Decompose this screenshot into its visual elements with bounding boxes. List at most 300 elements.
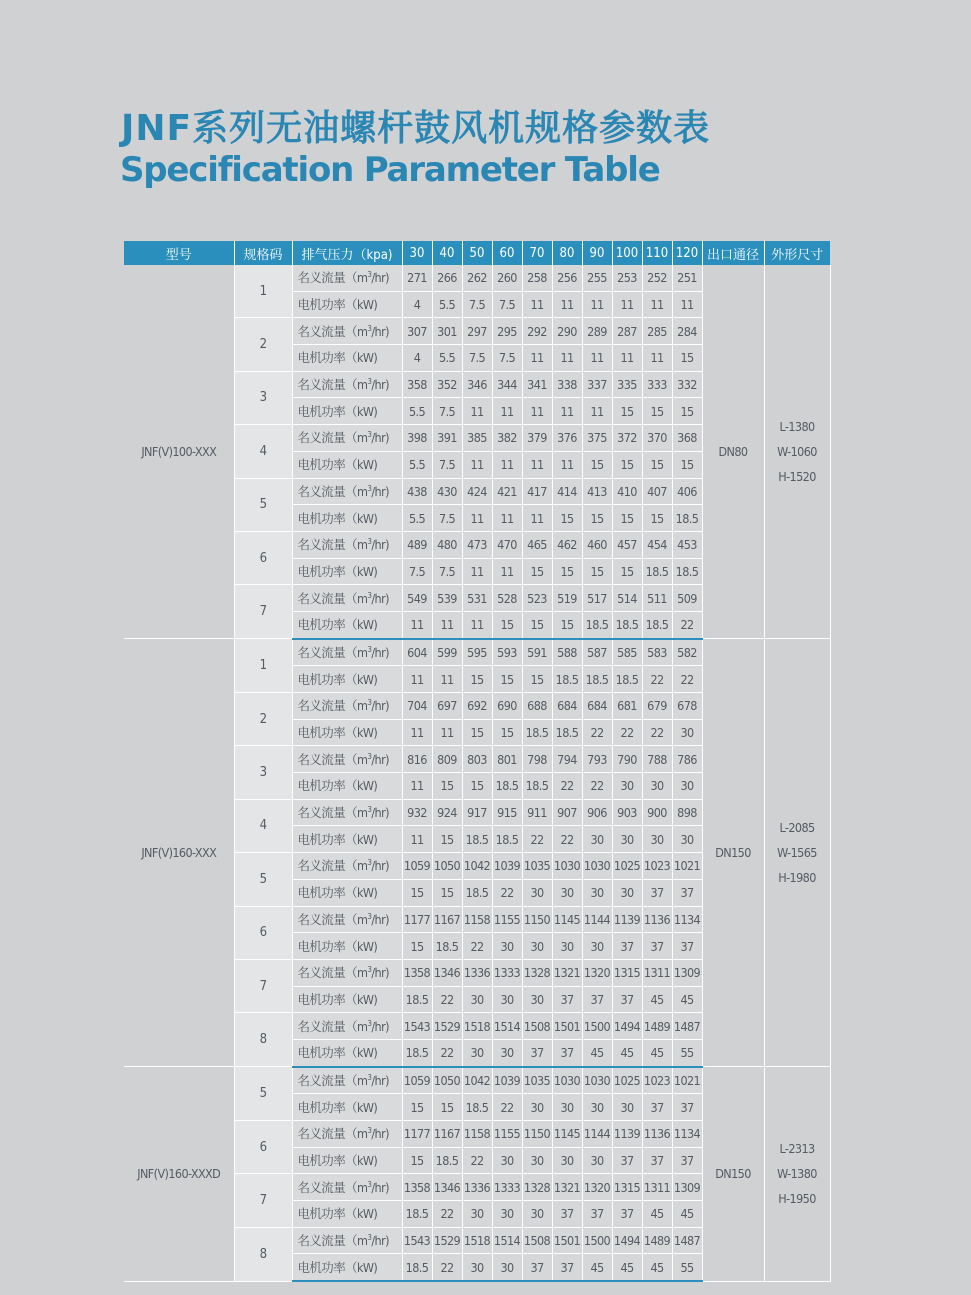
flow-label-suffix: /hr) <box>371 1179 389 1195</box>
outlet-cell: DN80 <box>702 265 764 639</box>
power-value: 30 <box>462 1201 492 1228</box>
power-value: 7.5 <box>432 505 462 532</box>
power-value: 55 <box>672 1254 702 1281</box>
flow-value: 256 <box>552 265 582 291</box>
flow-value: 1543 <box>402 1227 432 1254</box>
power-value: 18.5 <box>552 666 582 693</box>
spec-code-cell: 7 <box>234 585 292 639</box>
power-value: 11 <box>462 505 492 532</box>
flow-value: 690 <box>492 693 522 720</box>
flow-label-prefix: 名义流量（m <box>297 1072 368 1088</box>
flow-label-suffix: /hr) <box>371 911 389 927</box>
flow-value: 1328 <box>522 1174 552 1201</box>
flow-value: 410 <box>612 478 642 505</box>
flow-value: 251 <box>672 265 702 291</box>
power-label: 电机功率（kW) <box>292 1201 402 1228</box>
power-value: 15 <box>642 451 672 478</box>
power-value: 15 <box>462 773 492 800</box>
flow-value: 1167 <box>432 1121 462 1148</box>
flow-value: 462 <box>552 531 582 558</box>
header-outlet: 出口通径 <box>702 241 764 265</box>
power-value: 22 <box>492 879 522 906</box>
power-value: 15 <box>612 451 642 478</box>
power-value: 7.5 <box>432 451 462 478</box>
power-value: 37 <box>672 1094 702 1121</box>
flow-label-suffix: /hr) <box>371 323 389 339</box>
flow-label-prefix: 名义流量（m <box>297 590 368 606</box>
power-value: 30 <box>582 1094 612 1121</box>
flow-value: 1158 <box>462 906 492 933</box>
power-value: 11 <box>492 398 522 425</box>
flow-value: 599 <box>432 639 462 666</box>
power-value: 11 <box>552 398 582 425</box>
flow-value: 301 <box>432 318 462 345</box>
flow-value: 1134 <box>672 1121 702 1148</box>
power-label: 电机功率（kW) <box>292 773 402 800</box>
power-value: 11 <box>672 291 702 318</box>
flow-value: 253 <box>612 265 642 291</box>
power-value: 45 <box>672 1201 702 1228</box>
power-value: 18.5 <box>492 826 522 853</box>
power-value: 15 <box>672 398 702 425</box>
power-value: 30 <box>642 773 672 800</box>
flow-value: 453 <box>672 531 702 558</box>
power-value: 30 <box>522 986 552 1013</box>
flow-value: 809 <box>432 746 462 773</box>
power-value: 30 <box>522 879 552 906</box>
power-value: 30 <box>552 879 582 906</box>
power-value: 11 <box>612 345 642 372</box>
power-label: 电机功率（kW) <box>292 398 402 425</box>
power-value: 30 <box>612 773 642 800</box>
power-value: 15 <box>432 773 462 800</box>
power-value: 15 <box>522 666 552 693</box>
model-cell: JNF(V)160-XXX <box>124 639 234 1067</box>
flow-value: 266 <box>432 265 462 291</box>
power-value: 11 <box>402 719 432 746</box>
power-value: 7.5 <box>492 345 522 372</box>
power-value: 18.5 <box>462 1094 492 1121</box>
flow-value: 1023 <box>642 853 672 880</box>
flow-label-suffix: /hr) <box>371 698 389 714</box>
flow-value: 924 <box>432 799 462 826</box>
dimension-line: H-1980 <box>778 870 816 886</box>
header-pressure-value: 70 <box>522 241 552 265</box>
flow-value: 1501 <box>552 1227 582 1254</box>
power-value: 11 <box>492 505 522 532</box>
power-value: 18.5 <box>612 611 642 638</box>
flow-label-prefix: 名义流量（m <box>297 377 368 393</box>
power-value: 15 <box>432 1094 462 1121</box>
flow-label-prefix: 名义流量（m <box>297 1018 368 1034</box>
power-value: 11 <box>552 345 582 372</box>
power-value: 15 <box>582 558 612 585</box>
flow-label-suffix: /hr) <box>371 590 389 606</box>
flow-label-prefix: 名义流量（m <box>297 483 368 499</box>
flow-value: 1514 <box>492 1013 522 1040</box>
flow-value: 1042 <box>462 853 492 880</box>
power-label: 电机功率（kW) <box>292 505 402 532</box>
flow-value: 1518 <box>462 1227 492 1254</box>
flow-value: 1309 <box>672 959 702 986</box>
power-value: 5.5 <box>432 291 462 318</box>
flow-label <box>292 265 402 291</box>
flow-value: 1150 <box>522 1121 552 1148</box>
power-value: 30 <box>672 773 702 800</box>
power-value: 11 <box>402 826 432 853</box>
flow-value: 692 <box>462 693 492 720</box>
header-pressure-value: 60 <box>492 241 522 265</box>
power-value: 11 <box>522 345 552 372</box>
flow-value: 489 <box>402 531 432 558</box>
spec-code-cell: 2 <box>234 318 292 371</box>
spec-code-cell: 8 <box>234 1227 292 1281</box>
power-label: 电机功率（kW) <box>292 666 402 693</box>
spec-code-cell: 6 <box>234 906 292 959</box>
flow-label-suffix: /hr) <box>371 483 389 499</box>
power-value: 11 <box>582 345 612 372</box>
power-label: 电机功率（kW) <box>292 611 402 638</box>
flow-label-suffix: /hr) <box>371 537 389 553</box>
flow-label-suffix: /hr) <box>371 1072 389 1088</box>
flow-row <box>124 639 830 666</box>
power-value: 18.5 <box>612 666 642 693</box>
flow-value: 1529 <box>432 1227 462 1254</box>
flow-label <box>292 693 402 720</box>
power-value: 30 <box>672 826 702 853</box>
flow-value: 368 <box>672 425 702 452</box>
flow-value: 790 <box>612 746 642 773</box>
flow-value: 460 <box>582 531 612 558</box>
flow-value: 1039 <box>492 1067 522 1094</box>
flow-value: 1508 <box>522 1227 552 1254</box>
flow-value: 285 <box>642 318 672 345</box>
power-value: 22 <box>612 719 642 746</box>
flow-value: 424 <box>462 478 492 505</box>
flow-value: 406 <box>672 478 702 505</box>
flow-value: 1489 <box>642 1227 672 1254</box>
power-value: 37 <box>672 933 702 960</box>
power-value: 15 <box>642 505 672 532</box>
power-value: 11 <box>492 451 522 478</box>
flow-label-suffix: /hr) <box>371 1018 389 1034</box>
power-value: 15 <box>432 879 462 906</box>
flow-value: 457 <box>612 531 642 558</box>
flow-label-exponent: 3 <box>367 1179 372 1189</box>
flow-value: 1030 <box>552 1067 582 1094</box>
flow-value: 260 <box>492 265 522 291</box>
flow-value: 1144 <box>582 906 612 933</box>
flow-value: 519 <box>552 585 582 612</box>
flow-value: 1167 <box>432 906 462 933</box>
power-value: 30 <box>612 1094 642 1121</box>
flow-value: 1021 <box>672 853 702 880</box>
power-label: 电机功率（kW) <box>292 1094 402 1121</box>
header-dimensions: 外形尺寸 <box>764 241 830 265</box>
flow-value: 678 <box>672 693 702 720</box>
dimension-line: H-1950 <box>778 1191 816 1207</box>
flow-value: 898 <box>672 799 702 826</box>
flow-value: 370 <box>642 425 672 452</box>
flow-value: 438 <box>402 478 432 505</box>
power-value: 45 <box>672 986 702 1013</box>
flow-value: 1042 <box>462 1067 492 1094</box>
flow-label <box>292 1121 402 1148</box>
power-value: 15 <box>612 398 642 425</box>
flow-value: 688 <box>522 693 552 720</box>
power-value: 18.5 <box>582 666 612 693</box>
power-value: 22 <box>642 719 672 746</box>
flow-label <box>292 318 402 345</box>
flow-label-prefix: 名义流量（m <box>297 537 368 553</box>
power-value: 30 <box>492 933 522 960</box>
power-value: 22 <box>462 1147 492 1174</box>
power-value: 11 <box>642 291 672 318</box>
power-value: 22 <box>552 773 582 800</box>
flow-value: 514 <box>612 585 642 612</box>
flow-value: 1309 <box>672 1174 702 1201</box>
flow-label-suffix: /hr) <box>371 430 389 446</box>
power-label: 电机功率（kW) <box>292 1039 402 1066</box>
flow-value: 1023 <box>642 1067 672 1094</box>
flow-value: 344 <box>492 371 522 398</box>
power-value: 18.5 <box>402 1254 432 1281</box>
flow-value: 1136 <box>642 1121 672 1148</box>
flow-value: 1177 <box>402 906 432 933</box>
power-label: 电机功率（kW) <box>292 1147 402 1174</box>
power-value: 30 <box>492 1254 522 1281</box>
flow-value: 900 <box>642 799 672 826</box>
flow-value: 917 <box>462 799 492 826</box>
flow-value: 473 <box>462 531 492 558</box>
power-value: 15 <box>672 451 702 478</box>
flow-label-suffix: /hr) <box>371 1233 389 1249</box>
power-value: 11 <box>552 291 582 318</box>
dimension-line: L-2313 <box>779 1141 815 1157</box>
flow-value: 1155 <box>492 906 522 933</box>
flow-value: 258 <box>522 265 552 291</box>
flow-label-exponent: 3 <box>367 323 372 333</box>
power-value: 22 <box>432 1201 462 1228</box>
flow-value: 1155 <box>492 1121 522 1148</box>
dimension-line: W-1380 <box>777 1166 817 1182</box>
flow-value: 523 <box>522 585 552 612</box>
power-value: 45 <box>612 1254 642 1281</box>
power-value: 30 <box>612 879 642 906</box>
power-value: 11 <box>432 611 462 638</box>
flow-value: 1346 <box>432 959 462 986</box>
flow-value: 1139 <box>612 906 642 933</box>
power-value: 18.5 <box>462 879 492 906</box>
flow-value: 333 <box>642 371 672 398</box>
spec-code-cell: 1 <box>234 265 292 318</box>
power-value: 45 <box>642 1201 672 1228</box>
power-value: 30 <box>522 1201 552 1228</box>
power-value: 37 <box>522 1254 552 1281</box>
flow-label-prefix: 名义流量（m <box>297 644 368 660</box>
power-value: 37 <box>552 1254 582 1281</box>
spec-code-cell: 8 <box>234 1013 292 1067</box>
flow-value: 414 <box>552 478 582 505</box>
flow-label-exponent: 3 <box>367 1072 372 1082</box>
power-value: 37 <box>612 1147 642 1174</box>
flow-label-prefix: 名义流量（m <box>297 323 368 339</box>
flow-value: 1311 <box>642 959 672 986</box>
flow-value: 1328 <box>522 959 552 986</box>
power-value: 45 <box>642 1039 672 1066</box>
flow-value: 1050 <box>432 1067 462 1094</box>
flow-value: 1030 <box>552 853 582 880</box>
power-value: 22 <box>522 826 552 853</box>
flow-value: 382 <box>492 425 522 452</box>
flow-label-exponent: 3 <box>367 1018 372 1028</box>
flow-label <box>292 478 402 505</box>
flow-value: 684 <box>552 693 582 720</box>
dimension-line: W-1060 <box>777 444 817 460</box>
flow-label-exponent: 3 <box>367 804 372 814</box>
flow-value: 1336 <box>462 959 492 986</box>
flow-value: 287 <box>612 318 642 345</box>
spec-code-cell: 5 <box>234 1067 292 1121</box>
flow-value: 1346 <box>432 1174 462 1201</box>
flow-label <box>292 1013 402 1040</box>
power-value: 37 <box>612 1201 642 1228</box>
power-value: 15 <box>402 1147 432 1174</box>
flow-label-prefix: 名义流量（m <box>297 1179 368 1195</box>
power-value: 37 <box>522 1039 552 1066</box>
header-pressure-value: 50 <box>462 241 492 265</box>
flow-value: 1500 <box>582 1013 612 1040</box>
power-value: 30 <box>492 1201 522 1228</box>
power-value: 11 <box>642 345 672 372</box>
flow-value: 480 <box>432 531 462 558</box>
power-value: 15 <box>492 719 522 746</box>
flow-label-prefix: 名义流量（m <box>297 270 368 286</box>
header-pressure-value: 120 <box>672 241 702 265</box>
flow-label-exponent: 3 <box>367 644 372 654</box>
flow-label-prefix: 名义流量（m <box>297 805 368 821</box>
flow-value: 430 <box>432 478 462 505</box>
flow-value: 587 <box>582 639 612 666</box>
flow-value: 528 <box>492 585 522 612</box>
power-value: 11 <box>402 666 432 693</box>
power-value: 18.5 <box>402 1201 432 1228</box>
flow-label-prefix: 名义流量（m <box>297 698 368 714</box>
dimension-line: L-1380 <box>779 419 815 435</box>
power-value: 11 <box>432 719 462 746</box>
header-pressure-value: 30 <box>402 241 432 265</box>
flow-value: 1320 <box>582 1174 612 1201</box>
flow-label <box>292 959 402 986</box>
power-label: 电机功率（kW) <box>292 451 402 478</box>
header-pressure-value: 80 <box>552 241 582 265</box>
flow-value: 1145 <box>552 906 582 933</box>
power-value: 7.5 <box>432 398 462 425</box>
flow-value: 307 <box>402 318 432 345</box>
flow-value: 1320 <box>582 959 612 986</box>
header-code: 规格码 <box>234 241 292 265</box>
power-value: 30 <box>492 1147 522 1174</box>
spec-code-cell: 3 <box>234 371 292 424</box>
power-value: 37 <box>612 933 642 960</box>
power-value: 18.5 <box>402 1039 432 1066</box>
power-value: 5.5 <box>402 451 432 478</box>
flow-label-suffix: /hr) <box>371 858 389 874</box>
power-value: 15 <box>492 666 522 693</box>
flow-value: 1059 <box>402 1067 432 1094</box>
page-title: JNF系列无油螺杆鼓风机规格参数表 <box>121 108 711 149</box>
flow-value: 1158 <box>462 1121 492 1148</box>
flow-label-prefix: 名义流量（m <box>297 1233 368 1249</box>
flow-label-exponent: 3 <box>367 858 372 868</box>
flow-value: 1487 <box>672 1013 702 1040</box>
flow-value: 465 <box>522 531 552 558</box>
power-value: 30 <box>582 1147 612 1174</box>
power-value: 18.5 <box>432 933 462 960</box>
power-value: 37 <box>552 1039 582 1066</box>
power-value: 15 <box>612 505 642 532</box>
flow-label-prefix: 名义流量（m <box>297 965 368 981</box>
outlet-cell: DN150 <box>702 1067 764 1282</box>
flow-value: 788 <box>642 746 672 773</box>
flow-value: 604 <box>402 639 432 666</box>
power-value: 30 <box>522 1094 552 1121</box>
power-value: 15 <box>552 505 582 532</box>
power-value: 37 <box>642 1147 672 1174</box>
flow-label <box>292 853 402 880</box>
power-value: 5.5 <box>402 398 432 425</box>
power-value: 22 <box>672 611 702 638</box>
power-value: 5.5 <box>432 345 462 372</box>
power-value: 37 <box>672 1147 702 1174</box>
flow-value: 290 <box>552 318 582 345</box>
power-value: 30 <box>552 933 582 960</box>
power-value: 30 <box>552 1094 582 1121</box>
flow-label-suffix: /hr) <box>371 377 389 393</box>
power-value: 15 <box>402 879 432 906</box>
flow-value: 262 <box>462 265 492 291</box>
flow-value: 903 <box>612 799 642 826</box>
spec-table-body <box>124 265 830 1281</box>
power-value: 45 <box>642 986 672 1013</box>
flow-value: 470 <box>492 531 522 558</box>
flow-value: 684 <box>582 693 612 720</box>
flow-value: 1500 <box>582 1227 612 1254</box>
flow-value: 517 <box>582 585 612 612</box>
spec-code-cell: 6 <box>234 1121 292 1174</box>
power-value: 15 <box>462 666 492 693</box>
power-value: 18.5 <box>522 773 552 800</box>
flow-value: 379 <box>522 425 552 452</box>
page-subtitle: Specification Parameter Table <box>120 150 660 190</box>
power-value: 22 <box>552 826 582 853</box>
outlet-cell: DN150 <box>702 639 764 1067</box>
flow-label-suffix: /hr) <box>371 751 389 767</box>
dimension-line: L-2085 <box>779 820 815 836</box>
flow-label <box>292 425 402 452</box>
power-value: 22 <box>462 933 492 960</box>
flow-value: 337 <box>582 371 612 398</box>
power-value: 30 <box>642 826 672 853</box>
flow-label-exponent: 3 <box>367 430 372 440</box>
flow-value: 1321 <box>552 1174 582 1201</box>
flow-value: 295 <box>492 318 522 345</box>
power-value: 4 <box>402 291 432 318</box>
flow-label <box>292 585 402 612</box>
flow-value: 591 <box>522 639 552 666</box>
flow-value: 794 <box>552 746 582 773</box>
power-label: 电机功率（kW) <box>292 986 402 1013</box>
